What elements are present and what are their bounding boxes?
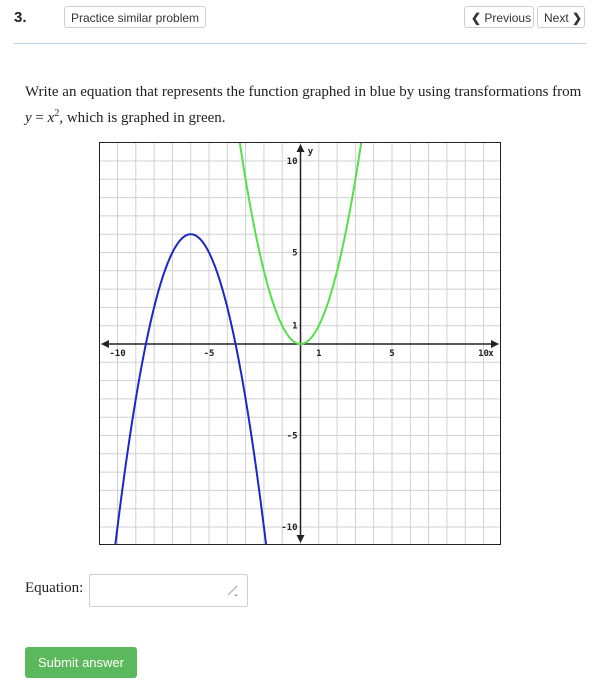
equation-lhs: y <box>25 110 32 126</box>
y-tick-label: 5 <box>292 248 298 259</box>
question-text-after: , which is graphed in green. <box>59 110 226 126</box>
equation-equals: = <box>31 110 48 126</box>
equation-label: Equation: <box>25 580 84 596</box>
next-label: Next <box>544 11 569 25</box>
question-text-before: Write an equation that represents the function graphed in blue by using transformations from <box>25 84 582 100</box>
equation-input[interactable] <box>89 574 248 607</box>
function-graph <box>99 142 501 545</box>
question-number: 3. <box>14 9 27 26</box>
pencil-icon <box>225 583 239 597</box>
x-tick-label: 5 <box>389 349 395 359</box>
header-divider <box>14 43 586 44</box>
equation-exponent: 2 <box>54 108 60 119</box>
question-text <box>25 82 585 129</box>
x-tick-label: 10 <box>478 349 489 359</box>
top-bar <box>0 0 614 44</box>
y-tick-label: -5 <box>286 431 298 442</box>
x-tick-label: -10 <box>109 349 126 359</box>
chevron-left-icon: ❮ <box>471 11 482 25</box>
chevron-right-icon: ❯ <box>572 11 583 25</box>
x-tick-label: -5 <box>203 349 215 359</box>
previous-label: Previous <box>484 11 532 25</box>
y-tick-label: -10 <box>281 523 298 533</box>
previous-button[interactable] <box>464 6 534 28</box>
y-tick-label: 1 <box>292 321 298 332</box>
y-tick-label: 10 <box>286 157 298 167</box>
x-axis-label: x <box>488 349 494 359</box>
y-axis-label: y <box>307 147 314 157</box>
equation-base: x <box>47 110 55 126</box>
submit-answer-button[interactable]: Submit answer <box>25 647 137 678</box>
x-tick-label: 1 <box>316 349 322 359</box>
next-button[interactable] <box>537 6 585 28</box>
practice-similar-button[interactable]: Practice similar problem <box>64 6 206 28</box>
